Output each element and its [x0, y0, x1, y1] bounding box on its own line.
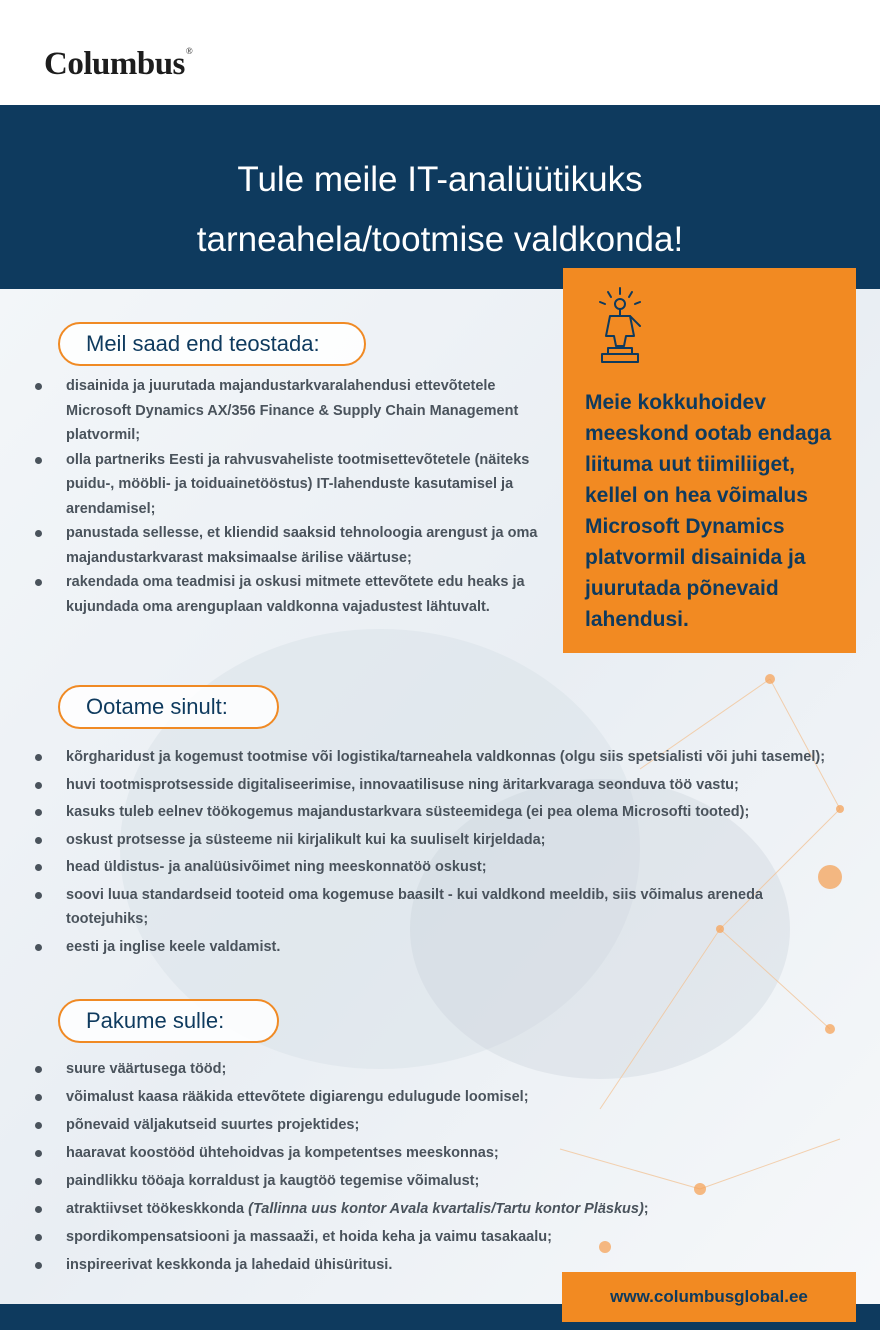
- list-item: eesti ja inglise keele valdamist.: [35, 935, 835, 960]
- list-item: inspireerivat keskkonda ja lahedaid ühisüritusi.: [35, 1253, 755, 1278]
- list-item: oskust protsesse ja süsteeme nii kirjalikult kui ka suuliselt kirjeldada;: [35, 828, 835, 853]
- list-item: spordikompensatsiooni ja massaaži, et hoida keha ja vaimu tasakaalu;: [35, 1225, 755, 1250]
- title-line-1: Tule meile IT-analüütikuks: [237, 160, 643, 199]
- list-item: disainida ja juurutada majandustarkvaralahendusi ettevõtetele Microsoft Dynamics AX/356 Finance & Supply Chain Management platvormil;: [35, 374, 555, 448]
- columbus-logo: Columbus®: [44, 46, 193, 82]
- list-item: suure väärtusega tööd;: [35, 1057, 755, 1082]
- callout-text: Meie kokkuhoidev meeskond ootab endaga liituma uut tiimiliiget, kellel on hea võimalus Microsoft Dynamics platvormil disainida ja juurutada põnevaid lahendusi.: [585, 391, 832, 631]
- list-item: haaravat koostööd ühtehoidvas ja kompetentses meeskonnas;: [35, 1141, 755, 1166]
- list-item: põnevaid väljakutseid suurtes projektides;: [35, 1113, 755, 1138]
- list-item: soovi luua standardseid tooteid oma kogemuse baasilt - kui valdkond meeldib, siis võimalus areneda tootejuhiks;: [35, 883, 835, 932]
- list-item: rakendada oma teadmisi ja oskusi mitmete ettevõtete edu heaks ja kujundada oma arenguplaan valdkonna vajadustest lähtuvalt.: [35, 570, 555, 619]
- office-item-location: (Tallinna uus kontor Avala kvartalis/Tartu kontor Pläskus): [248, 1201, 644, 1217]
- section-heading-pakume: Pakume sulle:: [58, 999, 279, 1043]
- title-line-2: tarneahela/tootmise valdkonda!: [196, 220, 684, 259]
- list-item: head üldistus- ja analüüsivõimet ning meeskonnatöö oskust;: [35, 855, 835, 880]
- hero-figure-icon: [590, 286, 650, 366]
- list-item: huvi tootmisprotsesside digitaliseerimise, innovaatilisuse ning äritarkvaraga seonduva töö vastu;: [35, 773, 835, 798]
- list-item: kõrgharidust ja kogemust tootmise või logistika/tarneahela valdkonnas (olgu siis spetsialisti või juhi tasemel);: [35, 745, 835, 770]
- page-title: [0, 150, 880, 270]
- list-item: olla partneriks Eesti ja rahvusvaheliste tootmisettevõtetele (näiteks puidu-, mööbli- ja toiduainetööstus) IT-lahenduste kasutamisel ja arendamisel;: [35, 448, 555, 522]
- list-teostada: [35, 374, 555, 619]
- list-item: [35, 1197, 755, 1222]
- list-item: paindlikku tööaja korraldust ja kaugtöö tegemise võimalust;: [35, 1169, 755, 1194]
- list-item: kasuks tuleb eelnev töökogemus majandustarkvara süsteemidega (ei pea olema Microsofti tooted);: [35, 800, 835, 825]
- office-item-prefix: atraktiivset töökeskkonda: [66, 1201, 249, 1217]
- website-link[interactable]: www.columbusglobal.ee: [562, 1272, 856, 1322]
- list-ootame: [35, 745, 835, 962]
- callout-box: [563, 268, 856, 653]
- list-item: võimalust kaasa rääkida ettevõtete digiarengu edulugude loomisel;: [35, 1085, 755, 1110]
- list-pakume: [35, 1057, 755, 1281]
- list-item: panustada sellesse, et kliendid saaksid tehnoloogia arengust ja oma majandustarkvarast maksimaalse ärilise väärtuse;: [35, 521, 555, 570]
- section-heading-teostada: Meil saad end teostada:: [58, 322, 366, 366]
- section-heading-ootame: Ootame sinult:: [58, 685, 279, 729]
- office-item-suffix: ;: [643, 1201, 649, 1217]
